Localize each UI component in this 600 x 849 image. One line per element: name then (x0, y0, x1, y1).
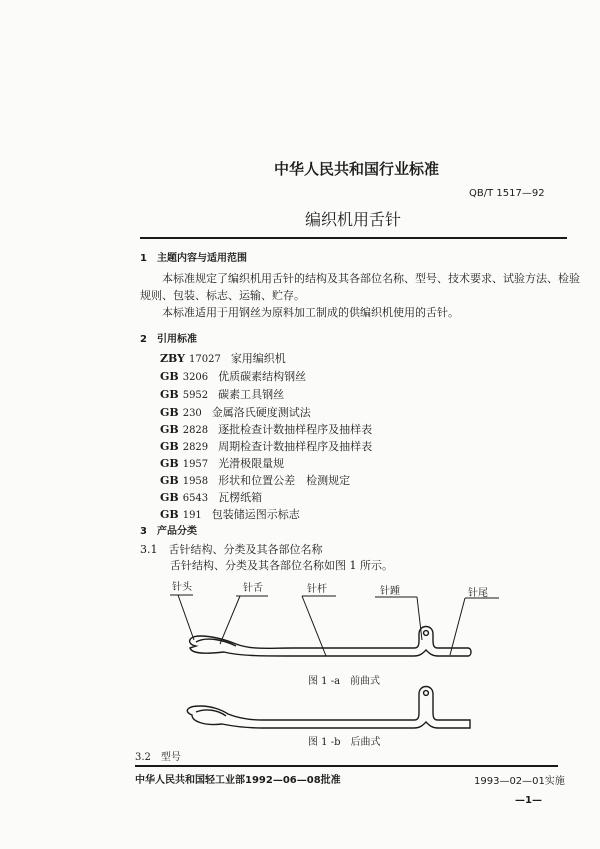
footer-divider (135, 765, 558, 767)
std-prefix: GB (160, 457, 179, 470)
implementation-date: 1993—02—01实施 (474, 776, 565, 787)
std-number: 2829 (182, 442, 209, 453)
section-1-paragraph-2: 本标准适用于用钢丝为原料加工制成的供编织机使用的舌针。 (162, 306, 459, 319)
std-name: 形状和位置公差 检测规定 (218, 474, 351, 487)
label-needle-hook: 针头 (172, 582, 192, 593)
std-number: 5952 (182, 390, 209, 401)
std-number: 1957 (182, 459, 209, 470)
section-3-2-heading: 3.2 型号 (135, 752, 181, 763)
std-number: 230 (182, 408, 202, 419)
std-prefix: GB (160, 370, 179, 383)
label-needle-latch: 针舌 (243, 583, 263, 594)
approval-info: 中华人民共和国轻工业部1992—06—08批准 (135, 775, 341, 786)
section-2-heading: 2 引用标准 (140, 334, 197, 345)
std-name: 碳素工具钢丝 (218, 388, 285, 401)
std-number: 2828 (182, 425, 209, 436)
std-number: 1958 (182, 476, 209, 487)
std-name: 光滑极限量规 (218, 457, 285, 470)
std-prefix: GB (160, 508, 179, 521)
std-name: 包装储运图示标志 (211, 508, 300, 521)
figure-1b-caption: 图 1 -b 后曲式 (308, 737, 381, 748)
std-prefix: GB (160, 388, 179, 401)
section-3-heading: 3 产品分类 (140, 526, 197, 537)
std-prefix: GB (160, 423, 179, 436)
standard-category: 中华人民共和国行业标准 (274, 160, 440, 178)
section-1-paragraph-1-line-1: 本标准规定了编织机用舌针的结构及其各部位名称、型号、技术要求、试验方法、检验 (162, 272, 580, 285)
std-prefix: GB (160, 474, 179, 487)
section-1-heading: 1 主题内容与适用范围 (140, 253, 247, 264)
label-needle-tail: 针尾 (468, 588, 488, 599)
label-needle-stem: 针杆 (307, 584, 327, 595)
standard-code: QB/T 1517—92 (469, 188, 545, 199)
std-prefix: GB (160, 491, 179, 504)
std-prefix: GB (160, 406, 179, 419)
section-1-paragraph-1-line-2: 规则、包装、标志、运输、贮存。 (140, 289, 305, 302)
std-name: 家用编织机 (230, 352, 286, 365)
std-name: 优质碳素结构钢丝 (218, 370, 307, 383)
std-name: 金属洛氏硬度测试法 (211, 406, 311, 419)
std-number: 3206 (182, 372, 209, 383)
section-3-1-text: 舌针结构、分类及其各部位名称如图 1 所示。 (170, 559, 393, 572)
std-name: 瓦楞纸箱 (218, 491, 263, 504)
page-number: —1— (515, 795, 542, 806)
std-name: 周期检查计数抽样程序及抽样表 (218, 440, 373, 453)
std-number: 17027 (189, 354, 221, 365)
label-needle-butt: 针踵 (380, 586, 400, 597)
document-title: 编织机用舌针 (305, 210, 402, 229)
std-prefix: GB (160, 440, 179, 453)
section-3-1-heading: 3.1 舌针结构、分类及其各部位名称 (140, 543, 323, 556)
std-prefix: ZBY (160, 352, 185, 365)
std-number: 191 (182, 510, 202, 521)
std-number: 6543 (182, 493, 209, 504)
figure-1a-caption: 图 1 -a 前曲式 (308, 676, 381, 687)
std-name: 逐批检查计数抽样程序及抽样表 (218, 423, 373, 436)
